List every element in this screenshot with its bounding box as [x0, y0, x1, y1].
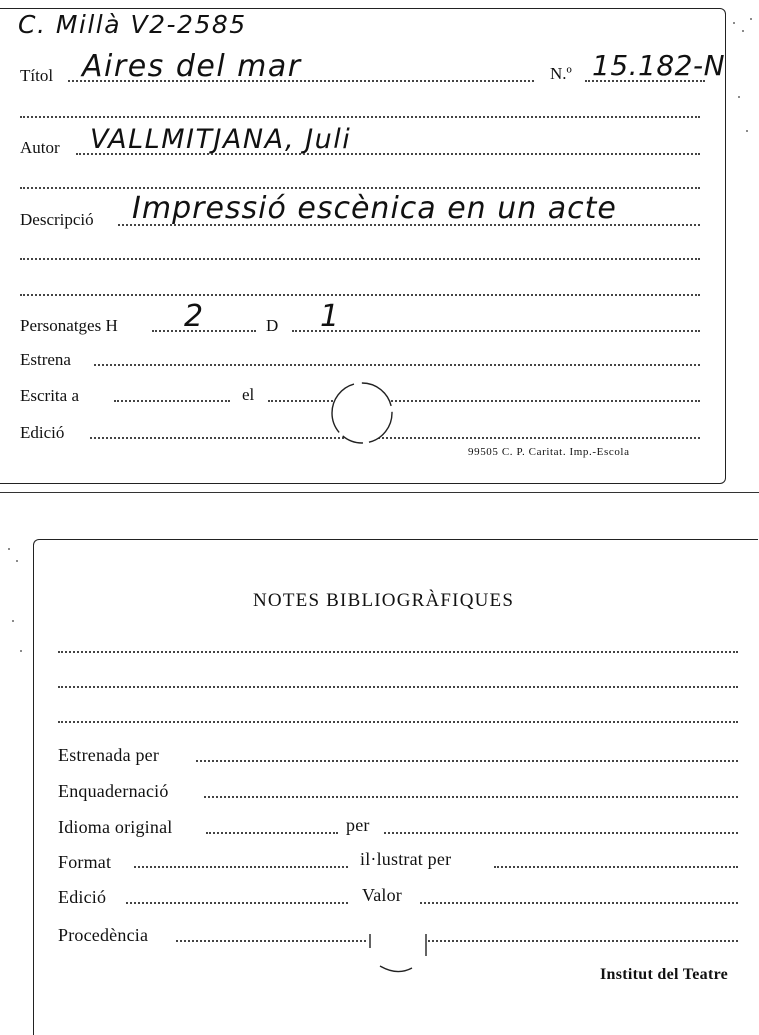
author-continuation-line [20, 187, 700, 189]
illustrated-by-label: il·lustrat per [360, 849, 452, 869]
description-continuation-line-2 [20, 294, 700, 296]
scan-speck [733, 22, 735, 24]
original-language-label: Idioma original [58, 817, 173, 837]
illustrated-by-dotted-line [494, 866, 738, 868]
handwritten-header: C. Millà V2-2585 [18, 10, 247, 39]
scan-speck [738, 96, 740, 98]
premiered-by-label: Estrenada per [58, 745, 160, 765]
front-punch-hole [330, 380, 394, 446]
number-label: N.º [550, 64, 572, 83]
back-edition-dotted-line [126, 902, 348, 904]
written-place-dotted-line [114, 400, 230, 402]
characters-d-dotted-line [292, 330, 700, 332]
description-label: Descripció [20, 210, 94, 229]
scan-speck [742, 30, 744, 32]
edition-dotted-line [90, 437, 700, 439]
description-value: Impressió escènica en un acte [132, 191, 617, 226]
author-value: VALLMITJANA, Juli [90, 124, 352, 155]
premiere-dotted-line [94, 364, 700, 366]
characters-d-label: D [266, 316, 279, 335]
notes-line-3 [58, 721, 738, 723]
back-punch-hole [360, 926, 434, 978]
value-dotted-line [420, 902, 738, 904]
binding-dotted-line [204, 796, 738, 798]
written-on-label: el [242, 385, 255, 404]
printer-imprint: 99505 C. P. Caritat. Imp.-Escola [468, 446, 630, 458]
characters-h-value: 2 [184, 299, 205, 334]
provenance-label: Procedència [58, 925, 149, 945]
format-label: Format [58, 852, 112, 872]
value-label: Valor [362, 885, 402, 905]
scan-speck [20, 650, 22, 652]
description-continuation-line-1 [20, 258, 700, 260]
title-label: Títol [20, 66, 54, 85]
notes-line-2 [58, 686, 738, 688]
premiered-by-dotted-line [196, 760, 738, 762]
edition-label: Edició [20, 423, 65, 442]
notes-line-1 [58, 651, 738, 653]
language-by-label: per [346, 815, 370, 835]
written-label: Escrita a [20, 386, 79, 405]
title-value: Aires del mar [82, 49, 302, 84]
characters-label: Personatges H [20, 316, 118, 335]
original-language-dotted-line [206, 832, 338, 834]
scan-speck [12, 620, 14, 622]
title-continuation-line [20, 116, 700, 118]
binding-label: Enquadernació [58, 781, 169, 801]
card-separator-line [0, 492, 759, 493]
scan-speck [746, 130, 748, 132]
characters-d-value: 1 [320, 299, 341, 334]
scan-speck [8, 548, 10, 550]
back-edition-label: Edició [58, 887, 107, 907]
scan-speck [16, 560, 18, 562]
institution-name: Institut del Teatre [600, 966, 729, 983]
scan-speck [750, 18, 752, 20]
format-dotted-line [134, 866, 348, 868]
author-label: Autor [20, 138, 60, 157]
premiere-label: Estrena [20, 350, 71, 369]
provenance-dotted-line [176, 940, 738, 942]
bibliographic-notes-heading: NOTES BIBLIOGRÀFIQUES [253, 590, 515, 611]
number-value: 15.182-N [592, 49, 726, 82]
language-by-dotted-line [384, 832, 738, 834]
